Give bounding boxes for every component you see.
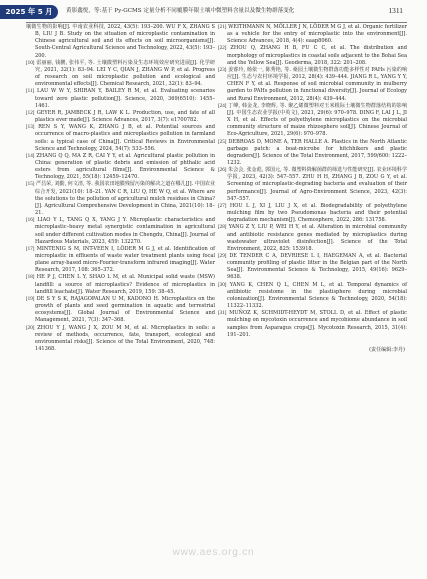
reference-text: ZHOU Q, ZHANG H B, FU C C, et al. The distribution and morphology of microplastics in coastal soils adjacent to the Bohai Sea and the Yellow Sea[J]. Geoderma, 2018, 322: 201–208. (227, 45, 407, 66)
reference-text: LAU W W Y, SHIRAN Y, BAILEY R M, et al. Evaluating scenarios toward zero plastic pollution[J]. Science, 2020, 369(6510): 1455–1461. (35, 88, 215, 109)
reference-entry (218, 253, 407, 282)
reference-text: DE TENDER C A, DEVRIESE L I, HAEGEMAN A, et al. Bacterial community profiling of plastic litter in the Belgian part of the North Sea[J]. Environmental Science & Technology, 2015, 49(16): 9629–9638. (227, 253, 407, 281)
reference-text: WEITHMANN N, MÖLLER J N, LÖDER M G J, et al. Organic fertilizer as a vehicle for the entry of microplastic into the environment[J]. Science Advances, 2018, 4(4): eaap8060. (227, 24, 407, 45)
reference-entry (26, 274, 215, 295)
reference-number: [29] (218, 253, 227, 259)
page-header (0, 0, 427, 23)
reference-entry (26, 110, 215, 124)
reference-entry (26, 296, 215, 325)
reference-number: [28] (218, 224, 227, 231)
reference-entry (218, 24, 407, 45)
reference-entry (218, 203, 407, 224)
reference-number: [10] (26, 59, 35, 66)
reference-text: DEBROAS D, MONE A, TER HALLE A. Plastics in the North Atlantic garbage patch: a boat-microbe for hitchhikers and plastic degraders[J]. Science of the Total Environment, 2017, 599/600: 1222–1232. (227, 138, 407, 166)
reference-text: 丁峰, 韩金龙, 李晓辉, 等. 聚乙烯微塑料对玉米根际土壤微生物群落结构的影响[J]. 中国生态农业学报(中英文), 2021, 29(6): 970–978. DING F, LAI J L, JI X H, et al. Effects of polyethylene microplastics on the microbial community structure of maize rhizosphere soil[J]. Chinese Journal of Eco-Agriculture, 2021, 29(6): 970–978. (227, 102, 407, 138)
reference-number: [16] (26, 217, 35, 224)
reference-number: [19] (26, 295, 35, 302)
reference-number: [23] (218, 66, 227, 73)
issue-tab: 2025 年 5 月 (0, 5, 58, 19)
reference-number: [24] (218, 102, 227, 109)
reference-text: LIAO Y L, TANG Q X, YANG J Y. Microplastic characteristics and microplastic–heavy metal synergistic contamination in agricultural soil under different cultivation modes in Chengdu, China[J]. Journal of Hazardous Materials, 2023, 459: 132270. (35, 217, 216, 245)
reference-entry (218, 139, 407, 168)
reference-text: 雷丽丽, 钱鹏, 张伟平, 等. 土壤微塑料污染及生态环境效应研究进展[J]. 化学研究, 2021, 32(1): 83–94. LEI Y C, QIAN J, ZHANG W P, et al. Progress of research on soil microplastic pollution and ecological and environmental effects[J]. Chemical Research, 2021, 32(1): 83–94. (35, 59, 215, 88)
reference-text: HOU L J, XI J, LIU J X, et al. Biodegradability of polyethylene mulching film by two Pseudomonas bacteria and their potential degradation mechanism[J]. Chemosphere, 2022, 286: 131758. (227, 202, 407, 224)
reference-text: MUÑOZ K, SCHMIDT-HEYDT M, STOLL D, et al. Effect of plastic mulching on mycotoxin occurrence and mycobiome abundance in soil samples from Asparagus crops[J]. Mycotoxin Research, 2015, 31(4): 191–201. (227, 310, 408, 338)
reference-number: [22] (218, 45, 227, 52)
reference-text: YANG Z Y, LIU P, WEI H Y, et al. Alteration in microbial community and antibiotic resistance genes mediated by microplastics during wastewater ultraviolet disinfection[J]. Science of the Total Environment, 2022, 825: 153918. (227, 224, 407, 252)
watermark: www.aes.org.cn (172, 547, 255, 558)
reference-text: 严昌荣, 刘勤, 何文清, 等. 我国农田地膜残留污染的解决之道在哪儿[J]. 中国农业综合开发, 2021(10): 18–21. YAN C R, LIU Q, HE W Q, et al. Where are the solutions to the pollution of agricultural mulch residues in China?[J]. Agricultural Comprehensive Development in China, 2021(10): 18–21. (35, 181, 215, 217)
reference-entry (26, 153, 215, 182)
reference-text: ZHOU Y J, WANG J X, ZOU M M, et al. Microplastics in soils: a review of methods, occurrence, fate, transport, ecological and environmental risks[J]. Science of the Total Environment, 2020, 748: 141368. (35, 324, 215, 353)
reference-text: MINTENIG S M, INT-VEEN I, LÖDER M G J, et al. Identification of microplastic in effluents of waste water treatment plants using focal plane array-based micro-Fourier-transform infrared imaging[J]. Water Research, 2017, 108: 365–372. (35, 245, 215, 274)
reference-entry (218, 310, 407, 339)
reference-number: [31] (218, 310, 227, 317)
reference-number: [30] (218, 281, 227, 288)
reference-number: [12] (26, 109, 35, 116)
reference-entry (218, 282, 407, 311)
reference-entry (26, 246, 215, 275)
reference-number: [20] (26, 324, 35, 331)
reference-text: GEYER R, JAMBECK J R, LAW K L. Production, use, and fate of all plastics ever made[J]. Science Advances, 2017, 3(7): e1700782. (35, 109, 215, 124)
reference-entry (218, 45, 407, 66)
reference-text: ZHANG Q Q, MA Z R, CAI Y Y, et al. Agricultural plastic pollution in China: generation of plastic debris and emission of phthalic acid esters from agricultural films[J]. Environmental Science & Technology, 2021, 55(18): 12459–12470. (35, 152, 215, 181)
reference-text: YANG K, CHEN Q L, CHEN M L, et al. Temporal dynamics of antibiotic resistome in the plastisphere during microbial colonization[J]. Environmental Science & Technology, 2020, 54(18): 11322–11332. (227, 281, 407, 310)
reference-entry (218, 67, 407, 103)
reference-number: [25] (218, 138, 227, 145)
header-divider (26, 22, 407, 23)
reference-number: [13] (26, 124, 35, 131)
reference-entry (26, 217, 215, 246)
reference-entry (26, 24, 215, 60)
reference-number: [14] (26, 152, 35, 159)
page-number: 1311 (388, 6, 403, 15)
reference-number: [27] (218, 202, 227, 209)
reference-entry (218, 167, 407, 203)
reference-entry (218, 224, 407, 253)
reference-text: HE P J, CHEN L Y, SHAO L M, et al. Municipal solid waste (MSW) landfill: a source of microplastics? Evidence of microplastics in landfill leachate[J]. Water Research, 2019, 159: 38–45. (35, 274, 215, 295)
reference-entry (26, 88, 215, 109)
references-left-column (26, 24, 215, 353)
reference-number: [21] (218, 24, 227, 30)
reference-entry (26, 181, 215, 217)
reference-text: DE S Y S K, RAJAGOPALAN U M, KADONO H. Microplastics on the growth of plants and seed germination in aquatic and terrestrial ecosystems[J]. Global Journal of Environmental Science and Management, 2021, 7(3): 347–368. (35, 295, 216, 324)
running-title: 黄影鑫悦，等:基于 Py-GCMS 定量分析不同覆膜年限土壤中微塑料含量以及微生物群落变化 (66, 8, 295, 14)
reference-number: [18] (26, 274, 35, 281)
editor-note: (责任编辑:李丹) (369, 346, 405, 353)
reference-number: [15] (26, 181, 35, 188)
reference-text: REN S Y, WANG K, ZHANG J B, et al. Potential sources and occurrence of macro-plastics and microplastics pollution in farmland soils: a typical case of China[J]. Critical Reviews in Environmental Science and Technology, 2024, 54(7): 533–556. (35, 124, 215, 152)
reference-entry (26, 124, 215, 153)
reference-entry (218, 103, 407, 139)
reference-text: 姜睿玲, 杨依一, 陈秀艳, 等. 桑园土壤微生物群落功能多样性对 PAHs 污染的响应[J]. 生态与农村环境学报, 2012, 28(4): 439–444. JIANG R L, YANG Y Y, CHEN F Y, et al. Response of soil microbial community in mulberry garden to PAHs pollution in functional diversity[J]. Journal of Ecology and Rural Environment, 2012, 28(4): 439–444. (227, 66, 407, 102)
reference-entry (26, 60, 215, 89)
reference-entry (26, 325, 215, 354)
reference-number: [26] (218, 167, 227, 174)
reference-text: 朱会会, 张金彪, 郭国元, 等. 微塑料降解菌群的筛选与性能研究[J]. 农业环境科学学报, 2023, 42(3): 547–557. ZHU H H, ZHANG J B, ZOU G Y, et al. Screening of microplastic-degrading bacteria and evaluation of their performance[J]. Journal of Agro-Environment Science, 2023, 42(3): 547–557. (227, 167, 407, 202)
reference-text: 壤微生物的影响[J]. 中南农业科技, 2022, 43(5): 193–200. WU F X, ZHANG S B, LIU J B. Study on the situation of microplastic contamination in Chinese agricultural soil and its effects on soil microorganisms[J]. South-Central Agricultural Science and Technology, 2022, 43(5): 193–200. (26, 24, 215, 59)
references-right-column (218, 24, 407, 354)
reference-number: [17] (26, 245, 35, 252)
reference-number: [11] (26, 88, 35, 95)
